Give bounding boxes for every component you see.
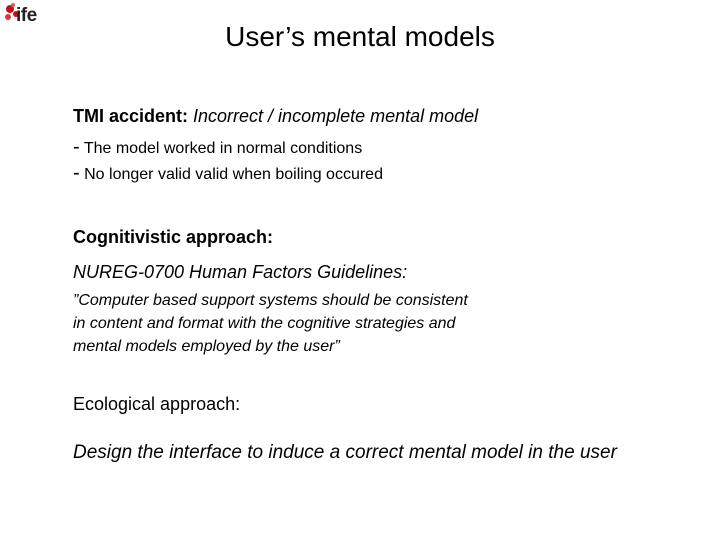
bullet-dash: - (73, 136, 80, 158)
ecological-statement: Design the interface to induce a correct mental model in the user (73, 442, 617, 463)
bullet-dash: - (73, 162, 80, 184)
page-title: User’s mental models (225, 21, 495, 52)
logo-text: ife (16, 5, 37, 26)
guideline-title: NUREG-0700 Human Factors Guidelines: (73, 262, 408, 282)
bullet-item (73, 136, 362, 159)
tmi-label: TMI accident: (73, 106, 189, 126)
bullet-item (73, 162, 383, 185)
quote-line: ”Computer based support systems should be consistent (73, 292, 468, 309)
bullet-text: The model worked in normal conditions (83, 140, 363, 157)
ecological-heading: Ecological approach: (73, 394, 241, 414)
tmi-line (73, 106, 478, 127)
cognitivistic-heading: Cognitivistic approach: (73, 227, 274, 247)
tmi-description: Incorrect / incomplete mental model (193, 106, 479, 126)
quote-line: mental models employed by the user” (73, 338, 340, 355)
bullet-text: No longer valid valid when boiling occured (84, 166, 383, 183)
quote-line: in content and format with the cognitive strategies and (73, 315, 456, 332)
